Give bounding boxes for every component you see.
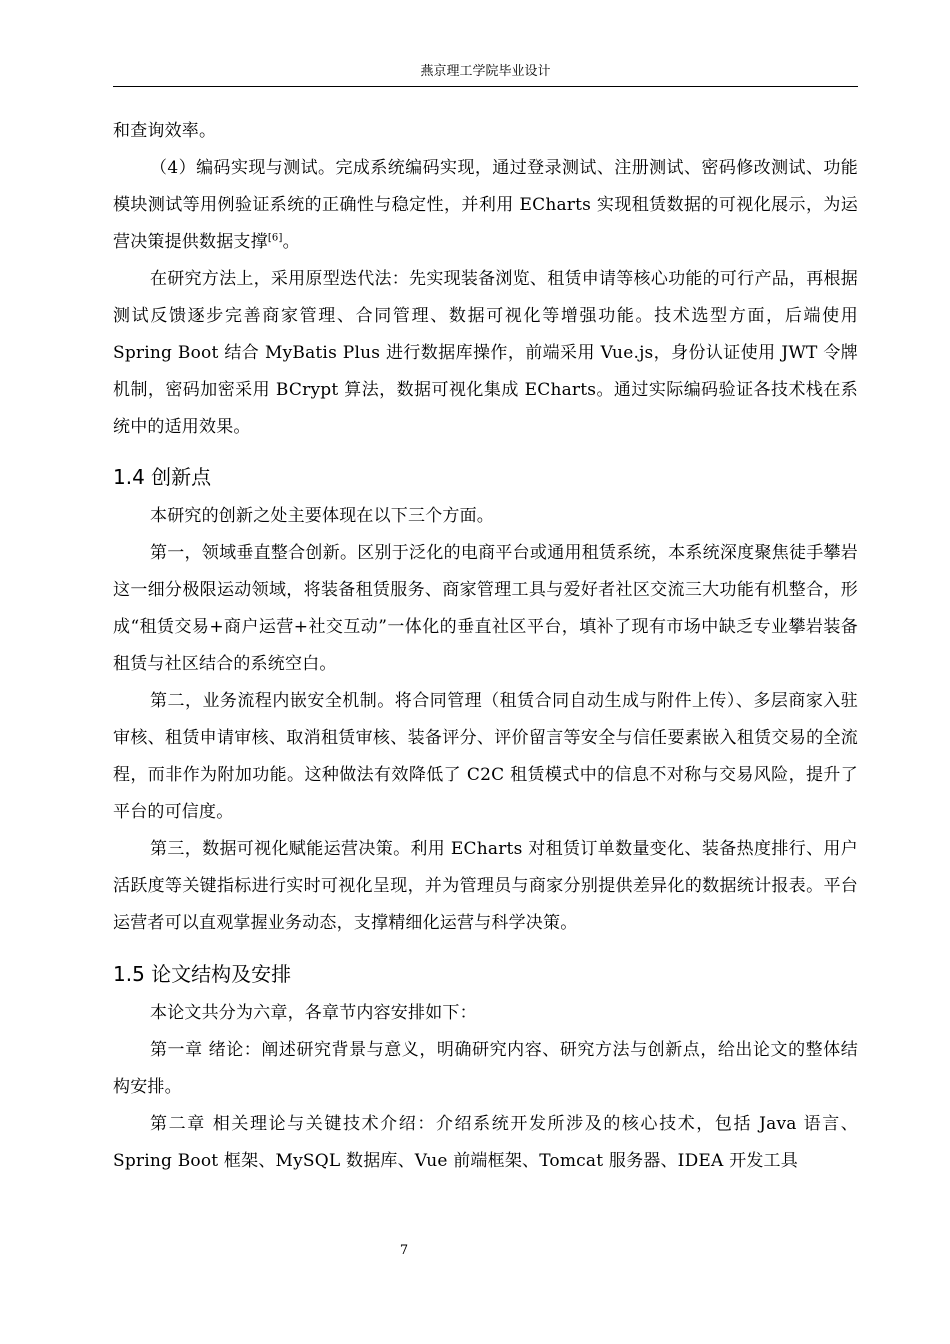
- paragraph-research-method: 在研究方法上，采用原型迭代法：先实现装备浏览、租赁申请等核心功能的可行产品，再根据测试反馈逐步完善商家管理、合同管理、数据可视化等增强功能。技术选型方面，后端使用 Spring Boot 结合 MyBatis Plus 进行数据库操作，前端采用 Vue.js，身份认证使用 JWT 令牌机制，密码加密采用 BCrypt 算法，数据可视化集成 ECharts。通过实际编码验证各技术栈在系统中的适用效果。: [113, 269, 858, 437]
- citation-6: [6]: [267, 232, 283, 244]
- paragraph-item-4-text: （4）编码实现与测试。完成系统编码实现，通过登录测试、注册测试、密码修改测试、功能模块测试等用例验证系统的正确性与稳定性，并利用 ECharts 实现租赁数据的可视化展示，为运营决策提供数据支撑: [113, 158, 858, 252]
- paragraph-item-4: [113, 150, 858, 261]
- paragraph-innovation-2: 第二，业务流程内嵌安全机制。将合同管理（租赁合同自动生成与附件上传）、多层商家入驻审核、租赁申请审核、取消租赁审核、装备评分、评价留言等安全与信任要素嵌入租赁交易的全流程，而非作为附加功能。这种做法有效降低了 C2C 租赁模式中的信息不对称与交易风险，提升了平台的可信度。: [113, 691, 858, 822]
- page-header: 燕京理工学院毕业设计: [420, 64, 551, 79]
- page-number: 7: [399, 1243, 409, 1258]
- paragraph-chapter-1: 第一章 绪论：阐述研究背景与意义，明确研究内容、研究方法与创新点，给出论文的整体结构安排。: [113, 1040, 858, 1097]
- paragraph-intro-tail: 和查询效率。: [113, 121, 217, 141]
- page-body: [113, 113, 858, 1180]
- paragraph-chapter-2: 第二章 相关理论与关键技术介绍：介绍系统开发所涉及的核心技术，包括 Java 语言、Spring Boot 框架、MySQL 数据库、Vue 前端框架、Tomcat 服务器、IDEA 开发工具: [113, 1114, 858, 1171]
- section-heading-1-5: 1.5 论文结构及安排: [113, 962, 292, 986]
- header-divider: [113, 86, 858, 87]
- paragraph-item-4-end: 。: [282, 232, 300, 252]
- paragraph-structure-intro: 本论文共分为六章，各章节内容安排如下：: [150, 1003, 477, 1023]
- paragraph-innovation-1: 第一，领域垂直整合创新。区别于泛化的电商平台或通用租赁系统，本系统深度聚焦徒手攀岩这一细分极限运动领域，将装备租赁服务、商家管理工具与爱好者社区交流三大功能有机整合，形成“租赁交易+商户运营+社交互动”一体化的垂直社区平台，填补了现有市场中缺乏专业攀岩装备租赁与社区结合的系统空白。: [113, 543, 858, 674]
- paragraph-innovation-3: 第三，数据可视化赋能运营决策。利用 ECharts 对租赁订单数量变化、装备热度排行、用户活跃度等关键指标进行实时可视化呈现，并为管理员与商家分别提供差异化的数据统计报表。平台运营者可以直观掌握业务动态，支撑精细化运营与科学决策。: [113, 839, 858, 933]
- section-heading-1-4: 1.4 创新点: [113, 465, 212, 489]
- paragraph-innovation-intro: 本研究的创新之处主要体现在以下三个方面。: [150, 506, 494, 526]
